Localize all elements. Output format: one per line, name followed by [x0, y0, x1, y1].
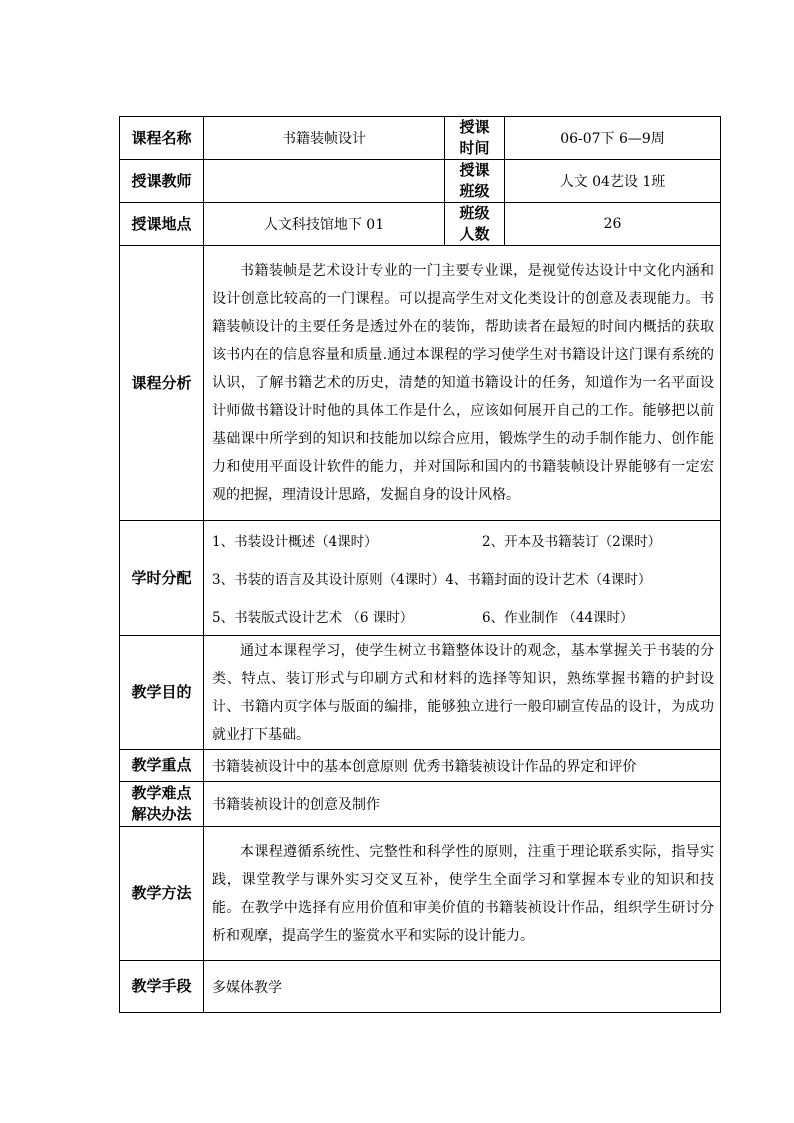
- teacher-label: 授课教师: [120, 160, 204, 203]
- hours-label: 学时分配: [120, 521, 204, 636]
- table-row: [120, 521, 721, 636]
- goal-text: 通过本课程学习，使学生树立书籍整体设计的观念，基本掌握关于书装的分类、特点、装订形式与印刷方式和材料的选择等知识，熟练掌握书籍的护封设计、书籍内页字体与版面的编排，能够独立进行一般印刷宣传品的设计，为成功就业打下基础。: [204, 636, 721, 750]
- means-text: 多媒体教学: [204, 961, 721, 1013]
- schedule-item: 3、书装的语言及其设计原则（4课时）: [212, 572, 446, 588]
- schedule-item: 2、开本及书籍装订（2课时）: [482, 534, 662, 550]
- table-row: [120, 160, 721, 203]
- table-row: [120, 961, 721, 1013]
- hours-schedule: [204, 521, 721, 636]
- location-label: 授课地点: [120, 203, 204, 246]
- method-text: 本课程遵循系统性、完整性和科学性的原则，注重于理论联系实际，指导实践，课堂教学与课外实习交叉互补，使学生全面学习和掌握本专业的知识和技能。在教学中选择有应用价值和审美价值的书籍装祯设计作品，组织学生研讨分析和观摩，提高学生的鉴赏水平和实际的设计能力。: [204, 827, 721, 961]
- schedule-item: 6、作业制作 （44课时）: [482, 610, 634, 626]
- table-row: [120, 117, 721, 160]
- means-label: 教学手段: [120, 961, 204, 1013]
- class-size-value: 26: [505, 203, 721, 246]
- teaching-time-value: 06-07下 6—9周: [505, 117, 721, 160]
- goal-label: 教学目的: [120, 636, 204, 750]
- focus-text: 书籍装祯设计中的基本创意原则 优秀书籍装祯设计作品的界定和评价: [204, 750, 721, 782]
- difficulty-label: 教学难点 解决办法: [120, 782, 204, 827]
- table-row: [120, 750, 721, 782]
- teaching-time-label: 授课 时间: [445, 117, 505, 160]
- schedule-item: 4、书籍封面的设计艺术（4课时）: [445, 572, 652, 588]
- course-info-table: [119, 116, 721, 1013]
- difficulty-text: 书籍装祯设计的创意及制作: [204, 782, 721, 827]
- course-name-label: 课程名称: [120, 117, 204, 160]
- teacher-value: [204, 160, 445, 203]
- table-row: [120, 782, 721, 827]
- analysis-label: 课程分析: [120, 246, 204, 521]
- class-label: 授课 班级: [445, 160, 505, 203]
- table-row: [120, 246, 721, 521]
- table-row: [120, 636, 721, 750]
- analysis-text: 书籍装帧是艺术设计专业的一门主要专业课，是视觉传达设计中文化内涵和设计创意比较高的一门课程。可以提高学生对文化类设计的创意及表现能力。书籍装帧设计的主要任务是透过外在的装饰，帮助读者在最短的时间内概括的获取该书内在的信息容量和质量.通过本课程的学习使学生对书籍设计这门课有系统的认识，了解书籍艺术的历史，清楚的知道书籍设计的任务，知道作为一名平面设计师做书籍设计时他的具体工作是什么，应该如何展开自己的工作。能够把以前基础课中所学到的知识和技能加以综合应用，锻炼学生的动手制作能力、创作能力和使用平面设计软件的能力，并对国际和国内的书籍装帧设计界能够有一定宏观的把握，理清设计思路，发掘自身的设计风格。: [204, 246, 721, 521]
- table-row: [120, 827, 721, 961]
- class-size-label: 班级 人数: [445, 203, 505, 246]
- location-value: 人文科技馆地下 01: [204, 203, 445, 246]
- course-name-value: 书籍装帧设计: [204, 117, 445, 160]
- method-label: 教学方法: [120, 827, 204, 961]
- class-value: 人文 04艺设 1班: [505, 160, 721, 203]
- schedule-item: 1、书装设计概述（4课时）: [212, 534, 378, 550]
- schedule-item: 5、书装版式设计艺术 （6 课时）: [212, 610, 414, 626]
- table-row: [120, 203, 721, 246]
- focus-label: 教学重点: [120, 750, 204, 782]
